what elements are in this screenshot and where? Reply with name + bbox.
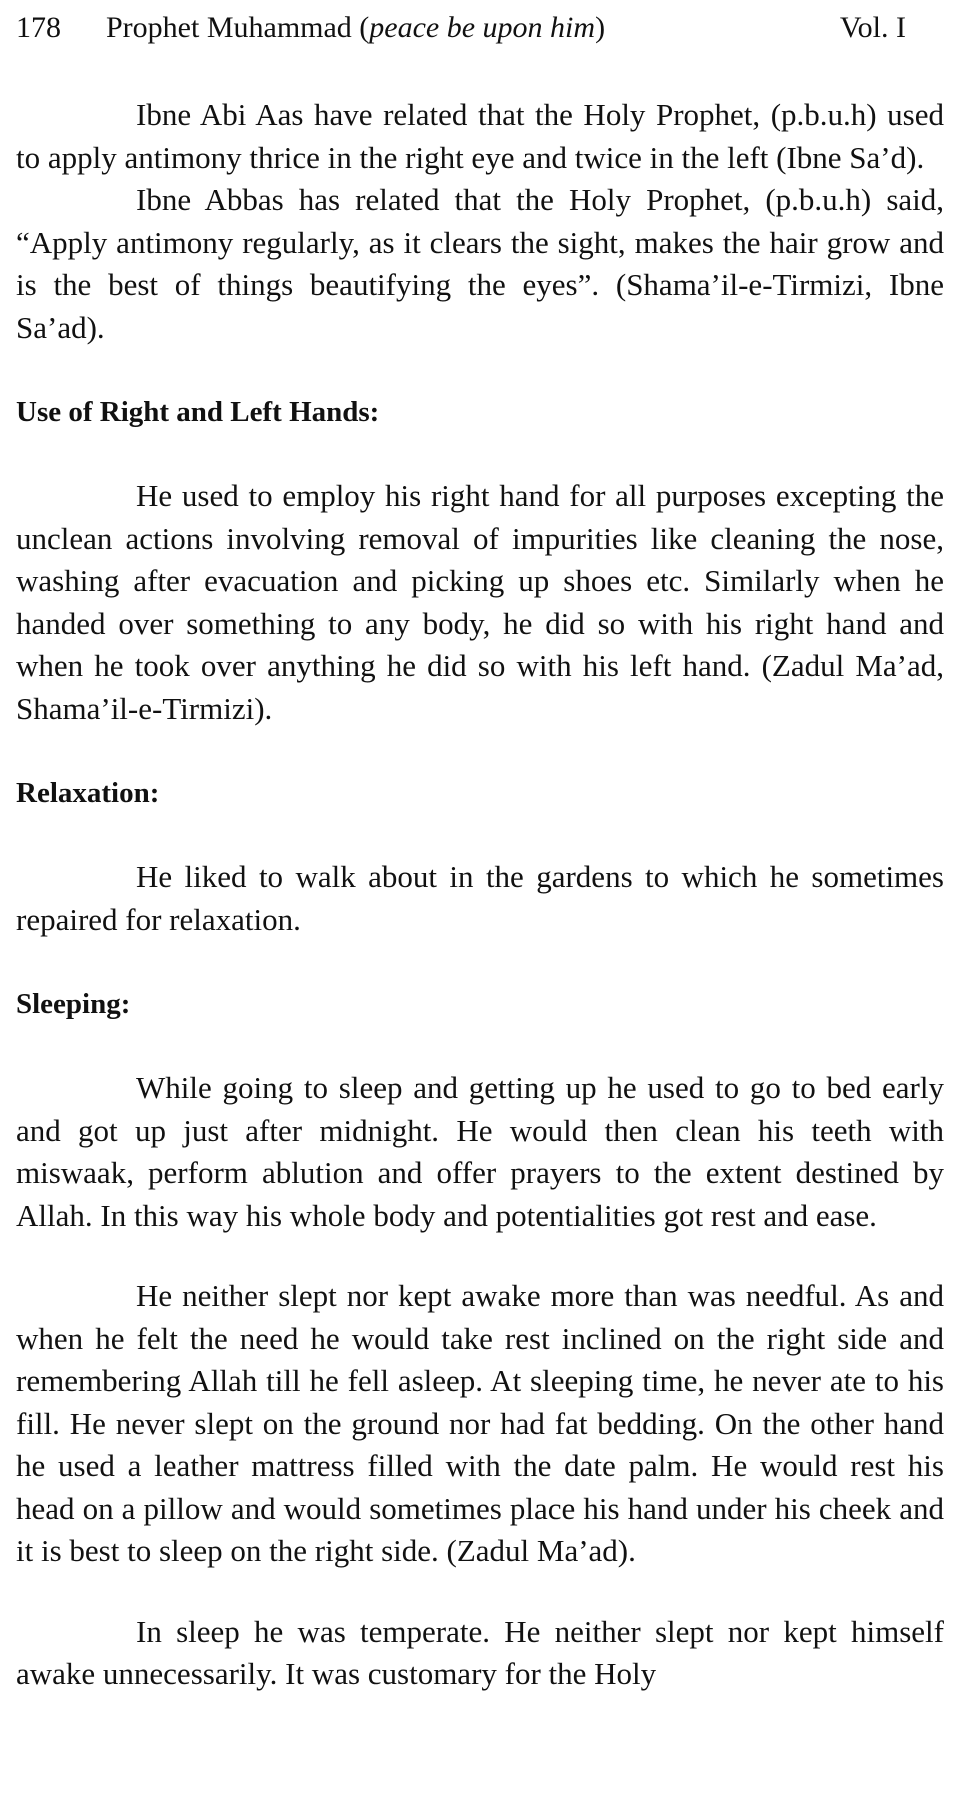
paragraph-antimony-1: Ibne Abi Aas have related that the Holy Prophet, (p.b.u.h) used to apply antimony thrice in the right eye and twice in the left (Ibne Sa’d). <box>16 97 944 175</box>
paragraph-sleeping-3: In sleep he was temperate. He neither slept nor kept himself awake unnecessarily. It was customary for the Holy <box>16 1613 944 1691</box>
page-number: 178 <box>16 11 61 44</box>
title-italic: peace be upon him <box>369 11 596 44</box>
heading-relaxation: Relaxation: <box>16 777 160 809</box>
spacer <box>16 349 944 391</box>
spacer <box>16 1025 944 1067</box>
paragraph-relaxation: He liked to walk about in the gardens to which he sometimes repaired for relaxation. <box>16 859 944 937</box>
spacer <box>16 730 944 772</box>
spacer <box>16 433 944 475</box>
heading-sleeping: Sleeping: <box>16 988 131 1020</box>
paragraph-antimony-2: Ibne Abbas has related that the Holy Prophet, (p.b.u.h) said, “Apply antimony regularly, as it clears the sight, makes the hair grow and is the best of things beautifying the eyes”. (Shama’il-e-Tirmizi, Ibne Sa’ad). <box>16 182 944 345</box>
title-close: ) <box>595 11 606 44</box>
paragraph-sleeping-2: He neither slept nor kept awake more than was needful. As and when he felt the need he would take rest inclined on the right side and remembering Allah till he fell asleep. At sleeping time, he never ate to his fill. He never slept on the ground nor had fat bedding. On the other hand he used a leather mattress filled with the date palm. He would rest his head on a pillow and would sometimes place his hand under his cheek and it is best to sleep on the right side. (Zadul Ma’ad). <box>16 1278 944 1568</box>
paragraph-sleeping-1: While going to sleep and getting up he used to go to bed early and got up just after midnight. He would then clean his teeth with miswaak, perform ablution and offer prayers to the extent destined by Allah. In this way his whole body and potentialities got rest and ease. <box>16 1070 944 1233</box>
spacer <box>16 941 944 983</box>
spacer <box>16 1237 944 1275</box>
volume-label: Vol. I <box>839 11 906 44</box>
running-header <box>16 10 944 46</box>
title-main: Prophet Muhammad ( <box>106 11 370 44</box>
spacer <box>16 1573 944 1611</box>
running-title <box>106 10 840 46</box>
heading-right-left-hands: Use of Right and Left Hands: <box>16 396 380 428</box>
paragraph-hands: He used to employ his right hand for all purposes excepting the unclean actions involving removal of impurities like cleaning the nose, washing after evacuation and picking up shoes etc. Similarly when he handed over something to any body, he did so with his right hand and when he took over anything he did so with his left hand. (Zadul Ma’ad, Shama’il-e-Tirmizi). <box>16 478 944 726</box>
spacer <box>16 814 944 856</box>
